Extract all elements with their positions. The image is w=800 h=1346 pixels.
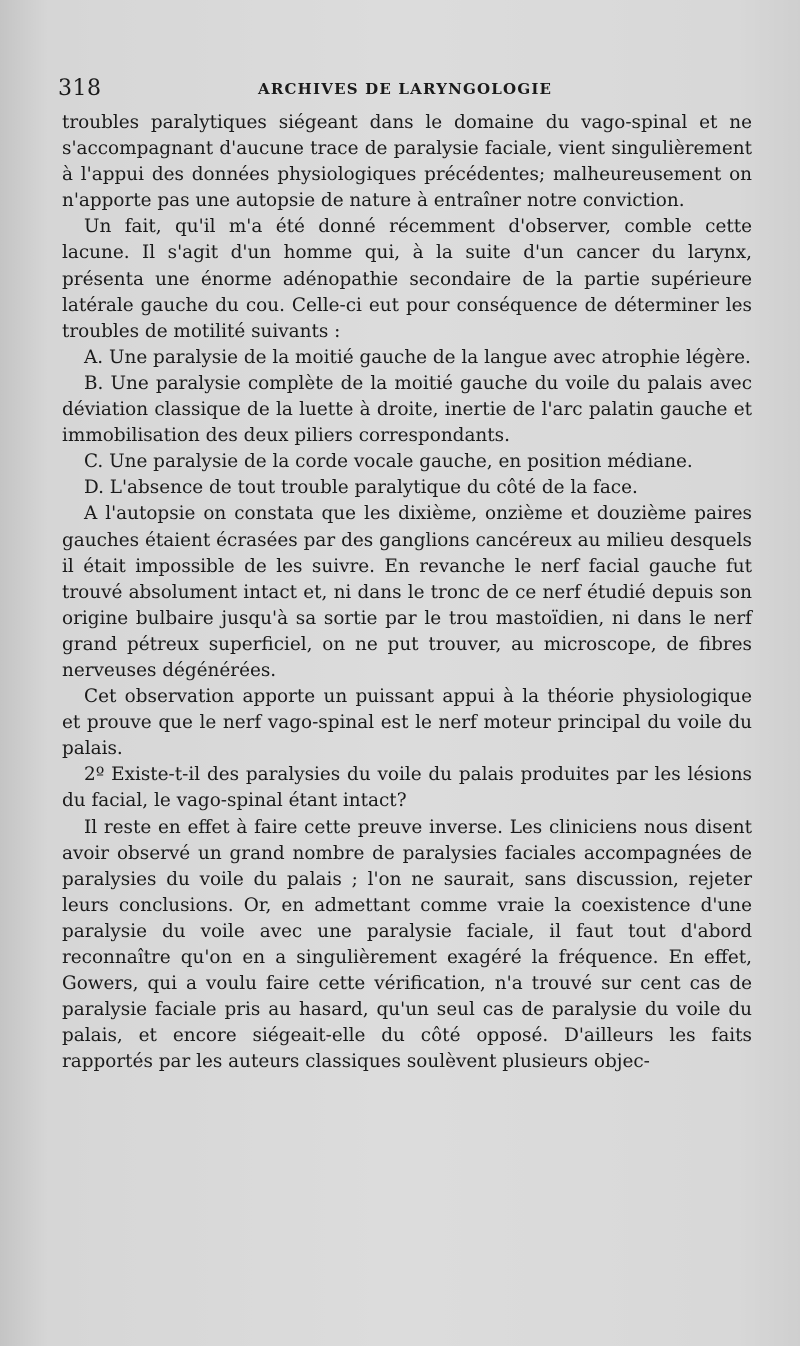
- paragraph-item-d: D. L'absence de tout trouble paralytique du côté de la face.: [84, 477, 638, 499]
- paragraph-item-c: C. Une paralysie de la corde vocale gauche, en position médiane.: [84, 451, 693, 473]
- journal-title: ARCHIVES DE LARYNGOLOGIE: [258, 80, 553, 98]
- paragraph-question: 2º Existe-t-il des paralysies du voile du palais produites par les lésions du facial, le vago-spinal étant intact?: [62, 764, 752, 812]
- page-content: [58, 72, 752, 1332]
- running-header: [58, 72, 752, 106]
- paragraph-conclusion: Cet observation apporte un puissant appui à la théorie physiologique et prouve que le nerf vago-spinal est le nerf moteur principal du voile du palais.: [62, 686, 752, 760]
- page-number: 318: [58, 76, 102, 101]
- paragraph-discussion: Il reste en effet à faire cette preuve inverse. Les cliniciens nous disent avoir observé un grand nombre de paralysies faciales accompagnées de paralysies du voile du palais ; l'on ne saurait, sans discussion, rejeter leurs conclusions. Or, en admettant comme vraie la coexistence d'une paralysie du voile avec une paralysie faciale, il faut tout d'abord reconnaître qu'on en a singulièrement exagéré la fréquence. En effet, Gowers, qui a voulu faire cette vérification, n'a trouvé sur cent cas de paralysie faciale pris au hasard, qu'un seul cas de paralysie du voile du palais, et encore siégeait-elle du côté opposé. D'ailleurs les faits rapportés par les auteurs classiques soulèvent plusieurs objec-: [62, 816, 752, 1073]
- paragraph-item-a: A. Une paralysie de la moitié gauche de la langue avec atrophie légère.: [84, 346, 751, 368]
- paragraph-autopsy: A l'autopsie on constata que les dixième, onzième et douzième paires gauches étaient écrasées par des ganglions cancéreux au milieu desquels il était impossible de les suivre. En revanche le nerf facial gauche fut trouvé absolument intact et, ni dans le tronc de ce nerf étudié depuis son origine bulbaire jusqu'à sa sortie par le trou mastoïdien, ni dans le nerf grand pétreux superficiel, on ne put trouver, au microscope, de fibres nerveuses dégénérées.: [62, 503, 752, 681]
- body-text: [62, 110, 752, 1075]
- paragraph-continuation: troubles paralytiques siégeant dans le domaine du vago-spinal et ne s'accompagnant d'aucune trace de paralysie faciale, vient singulièrement à l'appui des données physiologiques précédentes; malheureusement on n'apporte pas une autopsie de nature à entraîner notre conviction.: [62, 112, 752, 212]
- paragraph-observation-intro: Un fait, qu'il m'a été donné récemment d'observer, comble cette lacune. Il s'agit d'un homme qui, à la suite d'un cancer du larynx, présenta une énorme adénopathie secondaire de la partie supérieure latérale gauche du cou. Celle-ci eut pour conséquence de déterminer les troubles de motilité suivants :: [62, 216, 752, 342]
- paragraph-item-b: B. Une paralysie complète de la moitié gauche du voile du palais avec déviation classique de la luette à droite, inertie de l'arc palatin gauche et immobilisation des deux piliers correspondants.: [62, 372, 752, 447]
